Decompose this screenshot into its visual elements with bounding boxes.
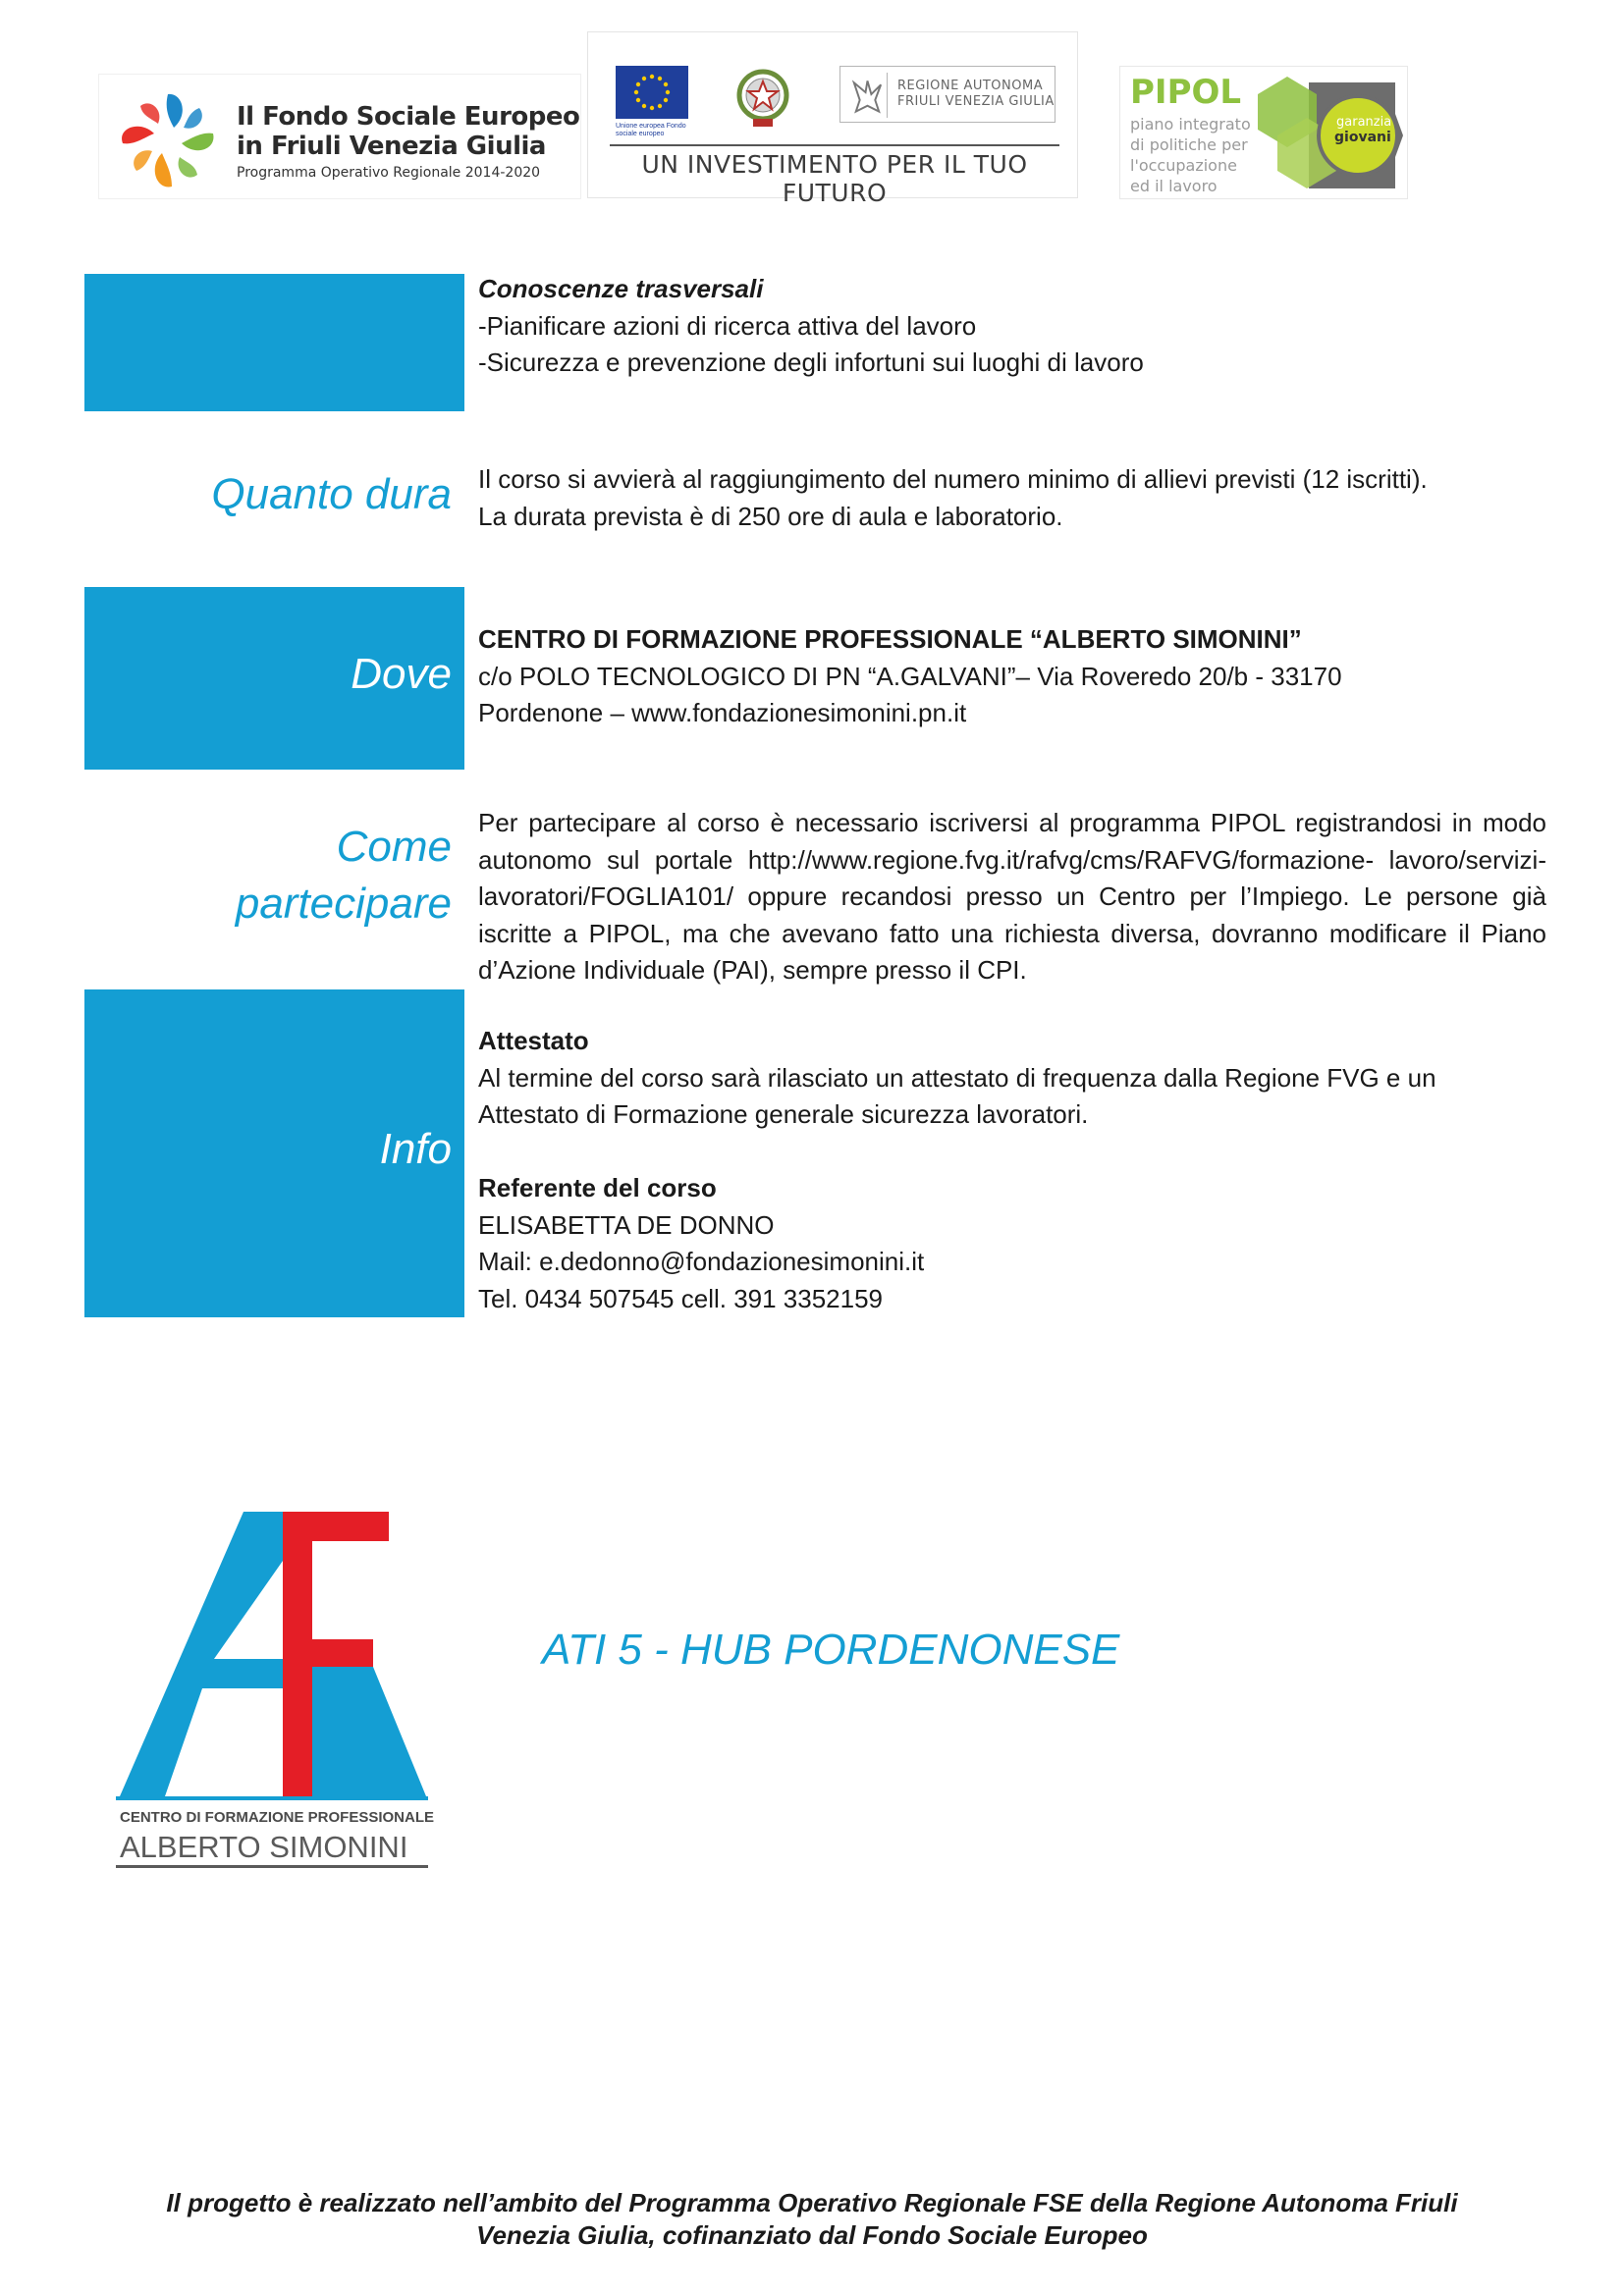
dove-address-line: Pordenone – www.fondazionesimonini.pn.it [478,698,967,727]
eagle-icon [846,73,888,118]
come-partecipare-label-line1: Come [336,823,452,871]
attestato-line: Al termine del corso sarà rilasciato un attestato di frequenza dalla Regione FVG e un [478,1062,1436,1093]
fse-title-line2: in Friuli Venezia Giulia [237,132,546,161]
conoscenze-heading: Conoscenze trasversali [478,274,764,303]
af-logo-line2: ALBERTO SIMONINI [120,1830,408,1864]
come-partecipare-line: modo autonomo sul portale http://www.regione.fvg.it/rafvg/cms/RAFVG/formazione- [478,808,1546,875]
referente-phone: Tel. 0434 507545 cell. 391 3352159 [478,1283,884,1313]
quanto-dura-line: Il corso si avvierà al raggiungimento del numero minimo di allievi previsti (12 iscritti). [478,464,1428,494]
investimento-tagline: UN INVESTIMENTO PER IL TUO FUTURO [641,150,1028,207]
footer-note [98,2187,1526,2252]
dove-address-line: c/o POLO TECNOLOGICO DI PN “A.GALVANI”– Via Roveredo 20/b - 33170 [478,661,1342,691]
ati-hub-title: ATI 5 - HUB PORDENONESE [542,1626,1120,1674]
dove-label: Dove [351,650,452,698]
pipol-sub-line: ed il lavoro [1130,177,1218,195]
footer-line2: Venezia Giulia, cofinanziato dal Fondo Sociale Europeo [476,2220,1148,2250]
pipol-title: PIPOL [1130,73,1242,112]
come-partecipare-line: lavoro/servizi-lavoratori/FOGLIA101/ oppure recandosi presso un Centro per l’Impiego. [478,844,1546,911]
pipol-logo [1119,66,1408,199]
pipol-sub-line: di politiche per [1130,135,1248,154]
badge-line1: garanzia [1336,115,1392,130]
garanzia-giovani-badge-icon [1248,75,1405,196]
come-partecipare-line: Per partecipare al corso è necessario iscriversi al programma PIPOL registrandosi in [478,808,1473,837]
badge-line2: giovani [1334,130,1391,145]
fse-star-icon [113,84,223,194]
referente-mail: Mail: e.dedonno@fondazionesimonini.it [478,1247,925,1276]
quanto-dura-label: Quanto dura [211,470,452,518]
quanto-dura-line: La durata prevista è di 250 ore di aula e laboratorio. [478,501,1063,531]
come-partecipare-label-line2: partecipare [235,880,452,928]
investimento-logo [587,31,1078,207]
fvg-line1: REGIONE AUTONOMA [897,79,1044,93]
section-blue-box [84,274,464,411]
eu-caption: Unione europea Fondo sociale europeo [616,123,686,137]
fse-logo [98,74,581,199]
conoscenze-item: -Sicurezza e prevenzione degli infortuni sui luoghi di lavoro [478,347,1144,377]
pipol-subtitle [1130,114,1251,196]
fse-subtitle: Programma Operativo Regionale 2014-2020 [237,165,541,181]
come-partecipare-label [84,819,452,933]
attestato-heading: Attestato [478,1026,589,1055]
fse-title-line1: Il Fondo Sociale Europeo [237,102,580,132]
divider [610,144,1059,146]
referente-block [478,1170,1546,1317]
come-partecipare-block [478,805,1546,989]
conoscenze-item: -Pianificare azioni di ricerca attiva del lavoro [478,310,977,341]
alberto-simonini-logo [116,1502,435,1875]
italian-emblem-icon [733,64,792,133]
info-block [478,1023,1546,1134]
referente-name: ELISABETTA DE DONNO [478,1209,775,1240]
eu-flag-icon [616,66,688,119]
info-label: Info [379,1125,452,1173]
dove-heading: CENTRO DI FORMAZIONE PROFESSIONALE “ALBERTO SIMONINI” [478,624,1302,654]
attestato-line: Attestato di Formazione generale sicurezza lavoratori. [478,1099,1089,1129]
conoscenze-block [478,271,1546,382]
fvg-line2: FRIULI VENEZIA GIULIA [897,94,1055,109]
come-partecipare-line: modificare il Piano d’Azione Individuale (PAI), sempre presso il CPI. [478,918,1546,985]
pipol-sub-line: l'occupazione [1130,156,1237,175]
referente-heading: Referente del corso [478,1173,717,1202]
come-partecipare-line: Le persone già iscritte a PIPOL, ma che avevano fatto una richiesta diversa, dovranno [478,881,1546,948]
af-logo-line1: CENTRO DI FORMAZIONE PROFESSIONALE [120,1809,435,1826]
footer-line1: Il progetto è realizzato nell’ambito del Programma Operativo Regionale FSE della Regione Autonoma Friuli [166,2188,1458,2217]
quanto-dura-block [478,461,1546,535]
dove-block [478,621,1546,732]
fvg-region-logo [839,66,1056,123]
pipol-sub-line: piano integrato [1130,115,1251,133]
